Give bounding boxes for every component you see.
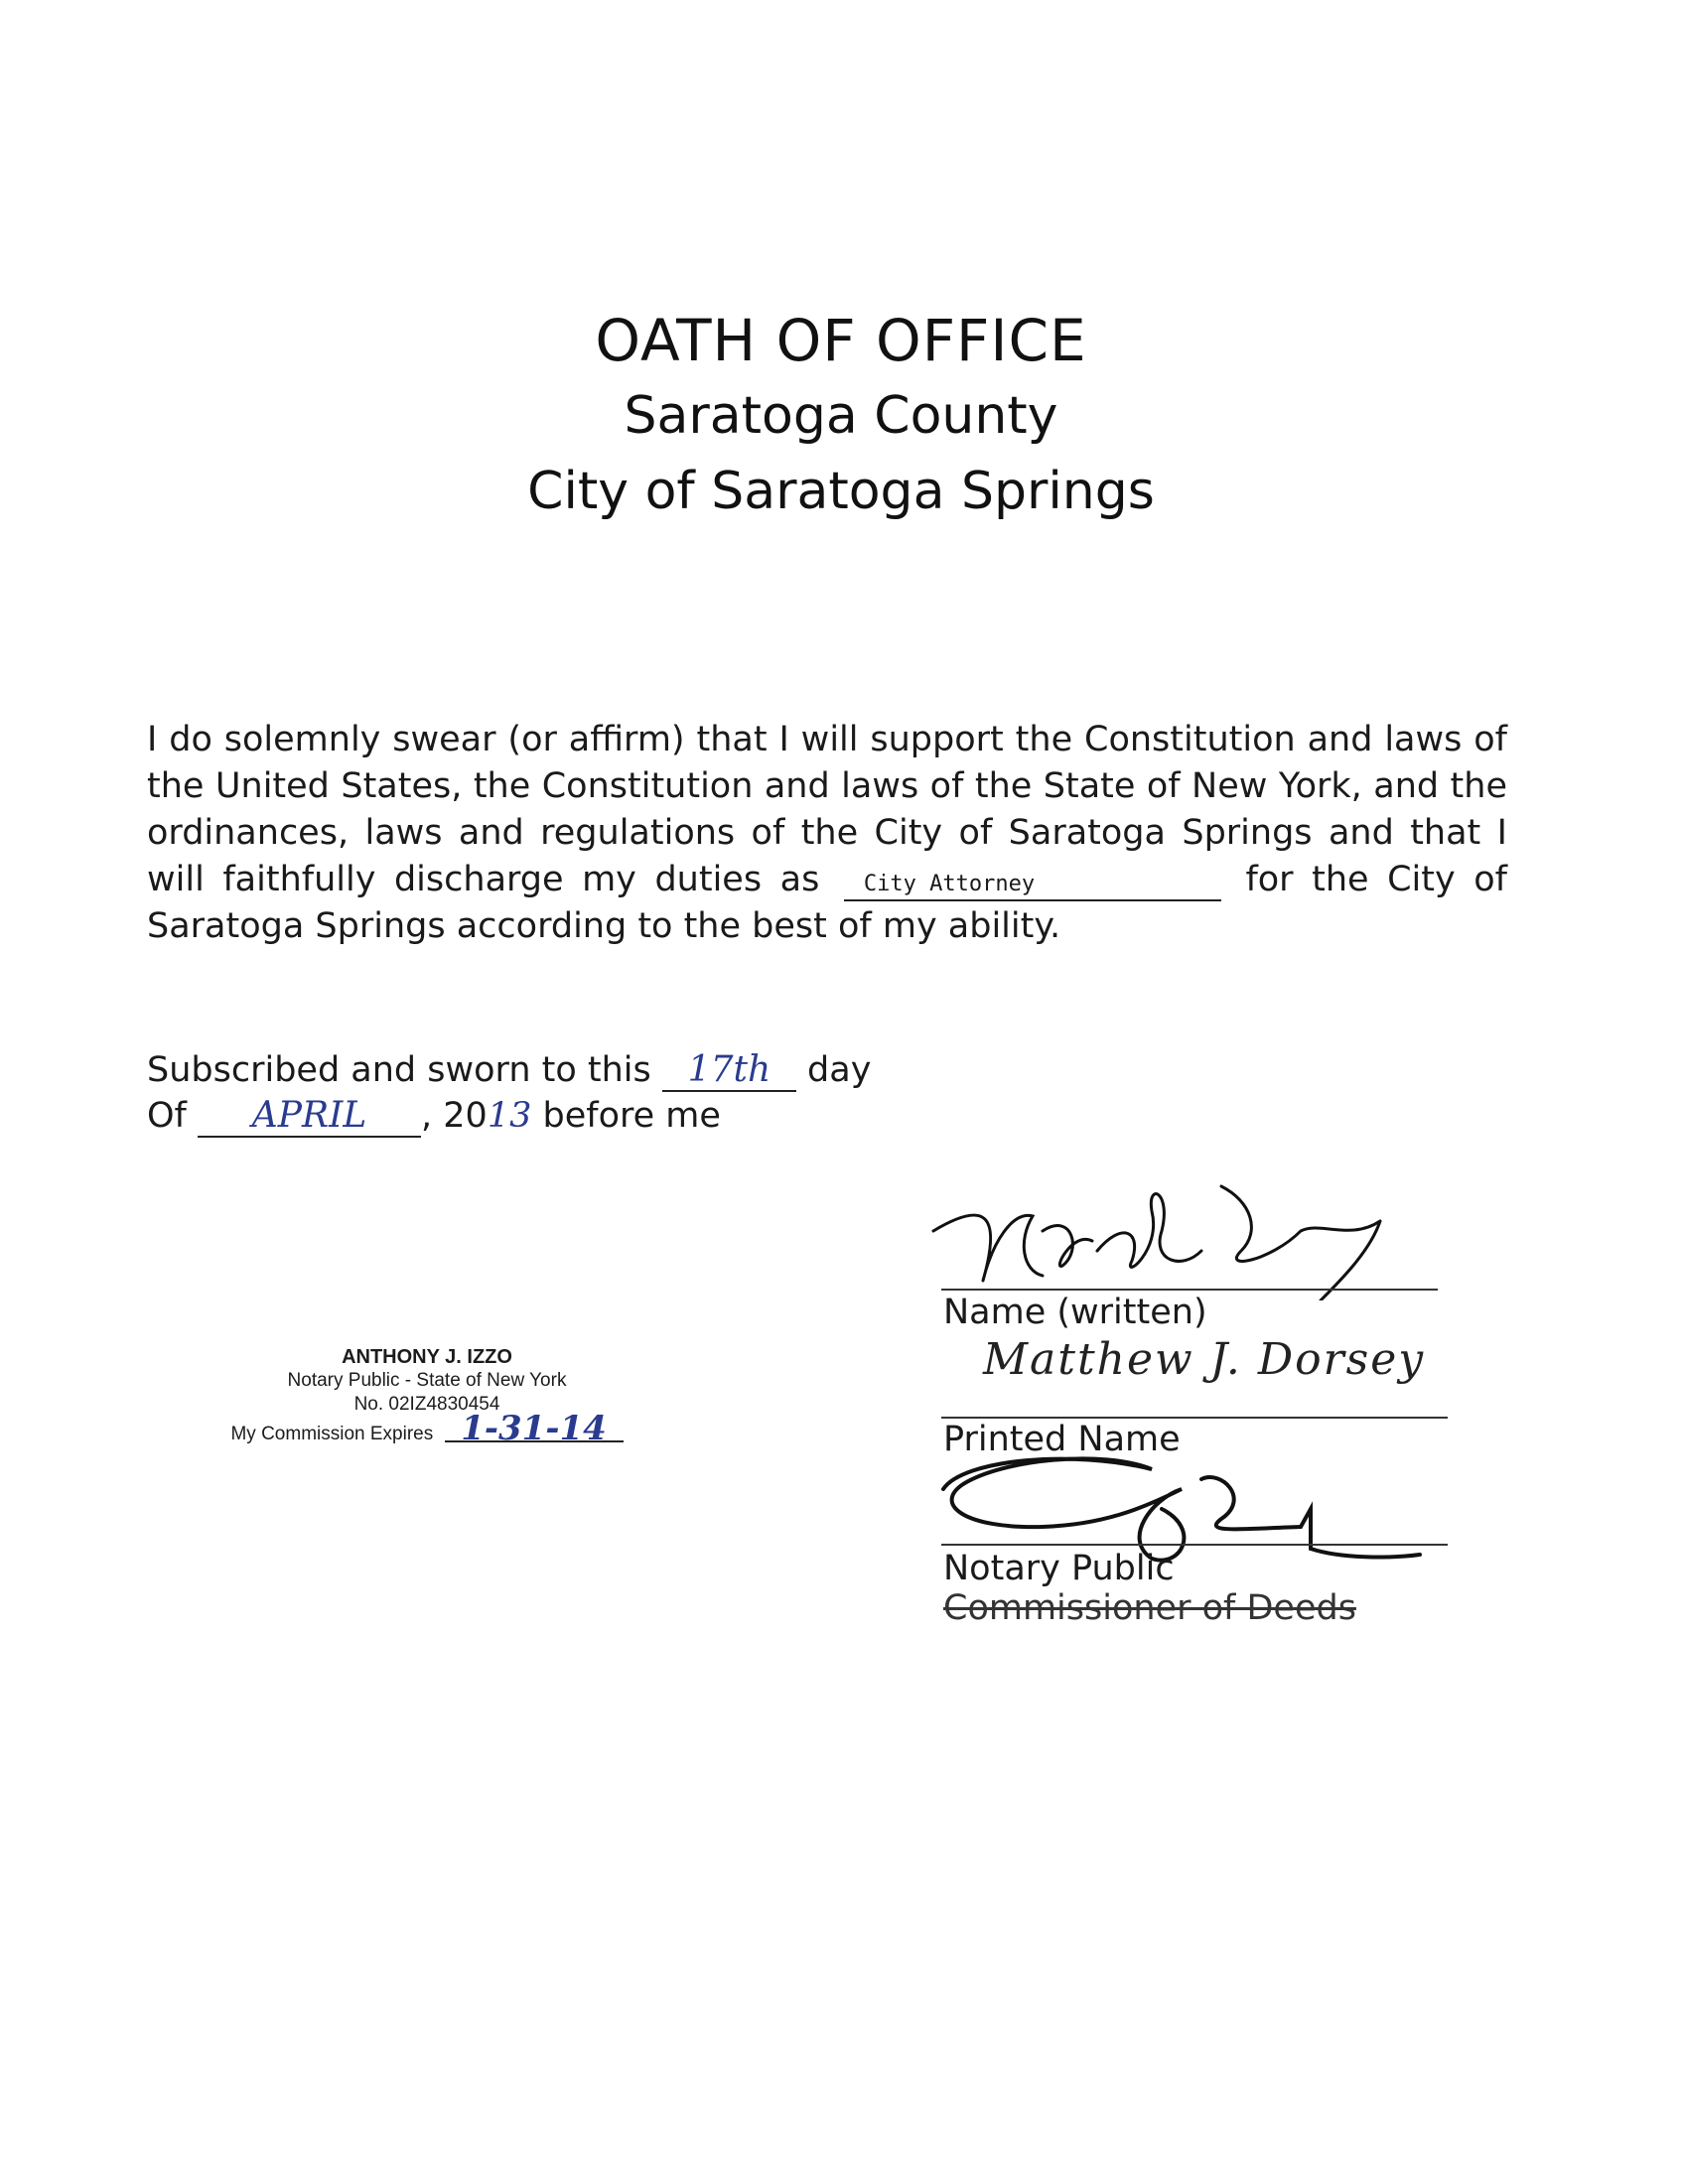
notary-expiration-row (228, 1409, 626, 1448)
commissioner-of-deeds-label: Commissioner of Deeds (943, 1588, 1356, 1628)
notary-name: ANTHONY J. IZZO (342, 1346, 512, 1368)
sworn-month-field: APRIL (198, 1096, 421, 1138)
printed-name-label: Printed Name (943, 1420, 1181, 1459)
printed-name-line (941, 1417, 1448, 1419)
notary-signature-line (941, 1544, 1448, 1546)
notary-number: No. 02IZ4830454 (353, 1394, 500, 1415)
city-name: City of Saratoga Springs (527, 462, 1155, 521)
notary-expires-label: My Commission Expires (230, 1424, 434, 1444)
oath-text-before: I do solemnly swear (or affirm) that I will support the Constitution and laws of the United States, the Constitution and laws of the State of New York, and the ordinances, laws and regulations of the City of Saratoga Springs and that I will faithfully discharge my duties as (147, 720, 1507, 899)
sworn-day-row (147, 1047, 871, 1093)
county-name: Saratoga County (624, 386, 1058, 446)
sworn-year-field: 13 (487, 1096, 532, 1136)
oath-text-after: for the City of Saratoga Springs according to the best of my ability. (147, 860, 1507, 946)
notary-title: Notary Public - State of New York (287, 1370, 567, 1391)
sworn-line1-suffix: day (807, 1050, 872, 1090)
position-field: City Attorney (844, 870, 1221, 901)
oath-paragraph (147, 717, 1507, 950)
document-title: OATH OF OFFICE (595, 307, 1087, 374)
name-written-line (941, 1289, 1438, 1291)
subscription-clause (147, 1047, 871, 1139)
sworn-line2-prefix: Of (147, 1096, 187, 1136)
name-written-label: Name (written) (943, 1293, 1207, 1332)
signature-block (923, 1171, 1440, 1648)
sworn-line1-prefix: Subscribed and sworn to this (147, 1050, 651, 1090)
sworn-month-row (147, 1093, 871, 1139)
sworn-day-field: 17th (662, 1050, 796, 1092)
notary-stamp (228, 1345, 626, 1446)
printed-name-value: Matthew J. Dorsey (983, 1334, 1426, 1385)
written-signature-icon (923, 1171, 1440, 1300)
sworn-year-prefix: , 20 (421, 1096, 488, 1136)
document-header (0, 303, 1682, 529)
notary-public-label: Notary Public (943, 1549, 1175, 1588)
notary-expires-value: 1-31-14 (445, 1417, 624, 1442)
sworn-line2-suffix: before me (542, 1096, 721, 1136)
